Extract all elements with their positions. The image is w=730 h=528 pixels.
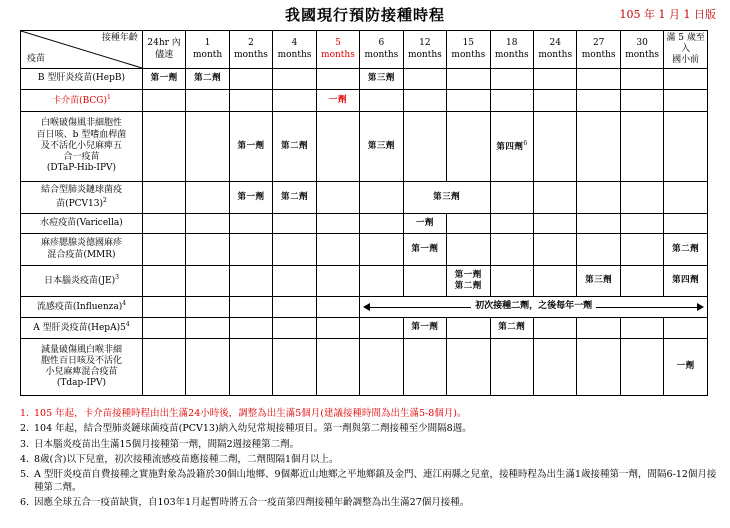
dose-dtap-3: 第三劑 [367,140,395,151]
dose-pcv-2: 第二劑 [280,191,308,202]
table-row [21,234,708,266]
dose-dtap-2: 第二劑 [280,140,308,151]
table-row [21,214,708,234]
col-4m: 4 months [273,31,316,69]
edition-date: 105 年 1 月 1 日版 [619,8,716,21]
dose-hepb-2: 第二劑 [194,73,222,84]
table-row [21,339,708,396]
dose-varicella-1: 一劑 [415,217,434,228]
schedule-table [20,30,708,396]
col-18m: 18 months [490,31,533,69]
corner-age-label: 接種年齡 [101,33,138,43]
footnote-1: 1. 105 年起，卡介苗接種時程由出生滿24小時後，調整為出生滿5個月(建議接種時間為出生滿5-8個月)。 [20,408,467,419]
vaccine-name-dtap: 白喉破傷風非細胞性 百日咳、b 型嗜血桿菌 及不活化小兒麻痺五 合一疫苗 (DTaP-Hib-IPV) [21,112,143,182]
page-title: 我國現行預防接種時程 [284,6,445,24]
dose-mmr-2: 第二劑 [672,243,700,254]
col-30m: 30 months [620,31,663,69]
vaccine-name-hepa: A 型肝炎疫苗$(HepA)5^4$ [21,318,143,339]
vaccine-name-influenza: 流感疫苗(Influenza)$^4$ [21,297,143,318]
table-row [21,318,708,339]
header-row [21,31,708,69]
footnote-4: 4. 8歲(含)以下兒童，初次接種流感疫苗應接種二劑，二劑間隔1個月以上。 [20,454,339,466]
dose-hepa-1: 第一劑 [411,322,439,333]
footnote-5: 5. A 型肝炎疫苗自費接種之實施對象為設籍於30個山地鄉、9個鄰近山地鄉之平地鄉鎮及金門、連江兩縣之兒童，接種時程為出生滿1歲接種第一劑，間隔6-12個月接種第二劑。 [20,469,717,493]
dose-mmr-1: 第一劑 [411,243,439,254]
footnote-6: 6. 因應全球五合一疫苗缺貨，自103年1月起暫時將五合一疫苗第四劑接種年齡調整為出生滿27個月接種。 [20,497,470,509]
dose-dtap-1: 第一劑 [237,140,265,151]
vaccine-name-varicella: 水痘疫苗(Varicella) [21,214,143,234]
dose-je-4: 第四劑 [672,275,700,286]
influenza-span [360,297,708,318]
dose-je-1: 第一劑 [454,269,482,280]
table-row [21,266,708,297]
dose-je-3: 第三劑 [585,275,613,286]
vaccine-name-hepb: B 型肝炎疫苗(HepB) [21,69,143,90]
dose-pcv-3: 第三劑 [433,191,461,202]
col-5m: 5 months [316,31,359,69]
influenza-span-label: 初次接種二劑，之後每年一劑 [471,301,596,311]
col-27m: 27 months [577,31,620,69]
col-2m: 2 months [229,31,272,69]
dose-tdap-1: 一劑 [676,361,695,372]
footnotes [20,408,720,512]
dose-pcv-1: 第一劑 [237,191,265,202]
footnote-3: 3. 日本腦炎疫苗出生滿15個月接種第一劑，間隔2週接種第二劑。 [20,438,300,450]
dose-hepb-3: 第三劑 [367,73,395,84]
col-24m: 24 months [533,31,576,69]
vaccine-name-pcv13: 結合型肺炎鏈球菌疫 苗$(PCV13)^2$ [21,182,143,214]
arrow-left-icon [363,303,370,311]
vaccine-name-mmr: 麻疹腮腺炎德國麻疹 混合疫苗(MMR) [21,234,143,266]
col-15m: 15 months [447,31,490,69]
table-row [21,69,708,90]
footnote-2: 2. 104 年起，結合型肺炎鏈球菌疫苗(PCV13)納入幼兒常規接種項目。第一劑與第二劑接種至少間隔8週。 [20,423,472,435]
col-1m: 1 month [186,31,229,69]
dose-hepa-2: 第二劑 [498,322,526,333]
table-row [21,297,708,318]
table-row: 白喉破傷風非細胞性 百日咳、b 型嗜血桿菌 及不活化小兒麻痺五 合一疫苗 (DTaP-Hib-IPV) 第一劑 第二劑 第三劑 第四劑$^6$ [21,112,708,182]
header-corner [21,31,143,69]
arrow-right-icon [697,303,704,311]
dose-dtap-4: 第四劑 [496,141,524,152]
table-row [21,182,708,214]
table-row [21,90,708,112]
corner-vaccine-label: 疫苗 [27,53,46,64]
dose-je-2: 第二劑 [454,281,482,291]
col-5y: 滿 5 歲至入 國小前 [664,31,708,69]
dose-bcg-1: 一劑 [328,94,347,105]
vaccine-name-bcg: 卡介苗(BCG)$^1$ [21,90,143,112]
col-6m: 6 months [360,31,403,69]
vaccine-name-je: 日本腦炎疫苗(JE)$^3$ [21,266,143,297]
col-12m: 12 months [403,31,446,69]
dose-hepb-1: 第一劑 [150,73,178,84]
col-24hr: 24hr 內 儘速 [142,31,185,69]
vaccine-name-tdap: 減量破傷風白喉非細 胞性百日咳及不活化 小兒麻痺混合疫苗 (Tdap-IPV) [21,339,143,396]
